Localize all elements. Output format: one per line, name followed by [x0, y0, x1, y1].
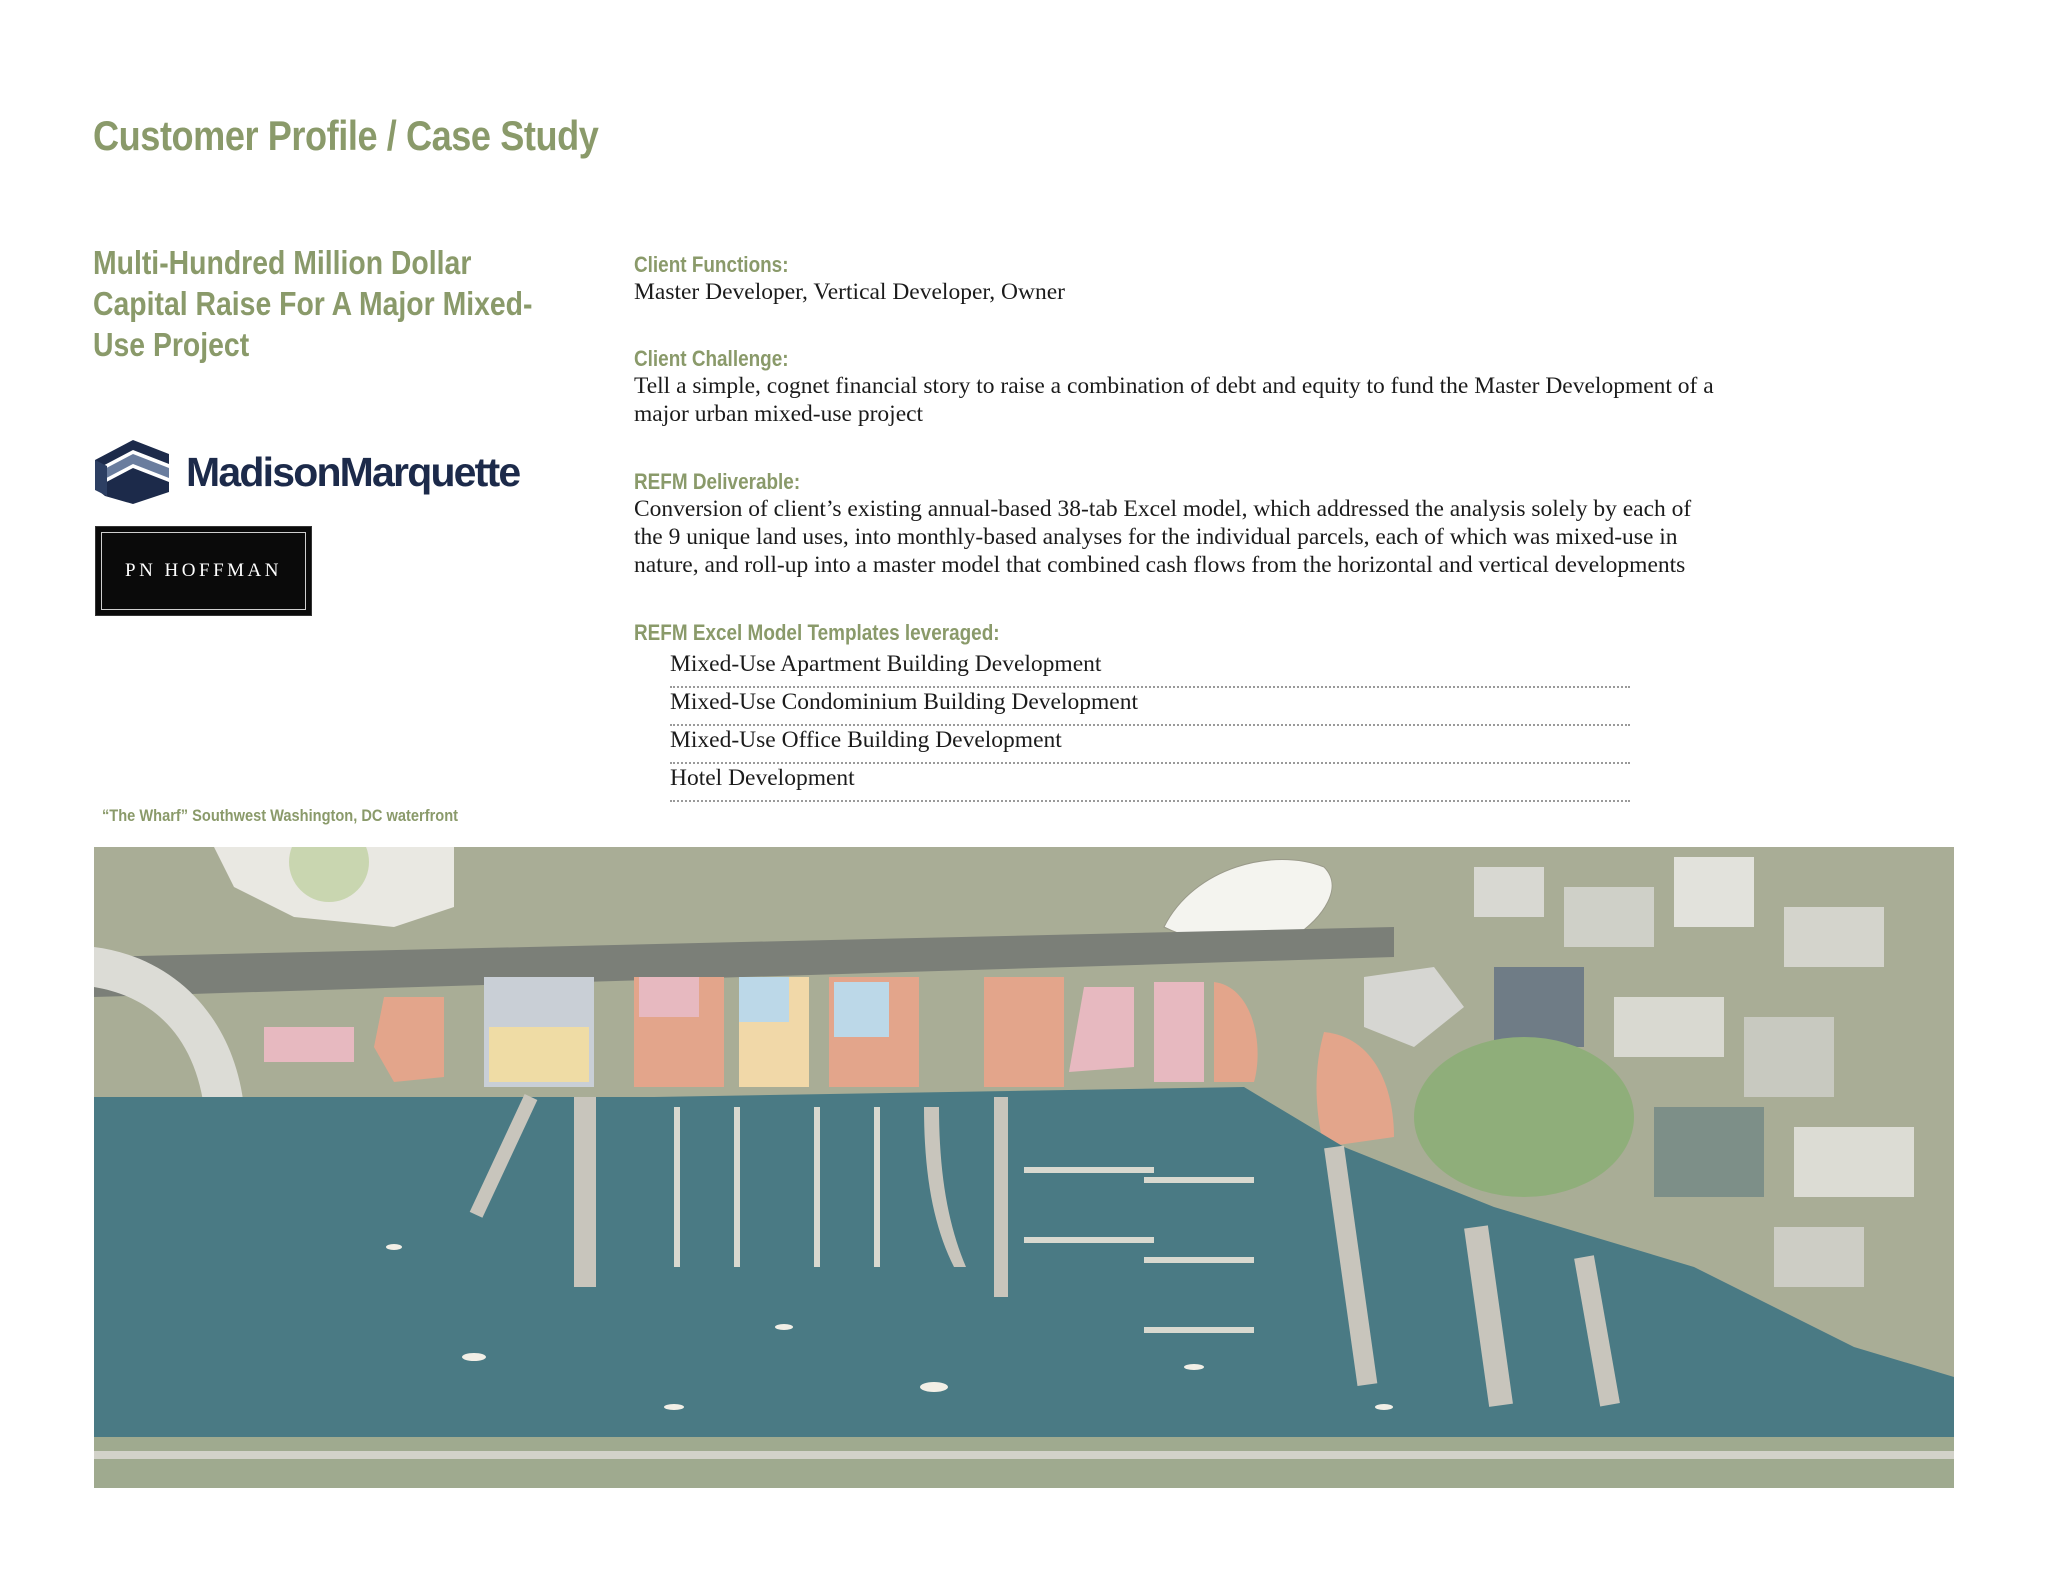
page-title: Customer Profile / Case Study [93, 112, 599, 159]
templates-list [670, 650, 1630, 802]
project-subtitle: Multi-Hundred Million Dollar Capital Raise For A Major Mixed-Use Project [93, 244, 533, 363]
madison-marquette-mark-icon [95, 440, 169, 504]
image-caption: “The Wharf” Southwest Washington, DC waterfront [102, 806, 459, 825]
pn-hoffman-logo [95, 526, 312, 616]
templates-label: REFM Excel Model Templates leveraged: [634, 620, 1000, 645]
client-challenge-label: Client Challenge: [634, 346, 789, 371]
wharf-site-plan-image [94, 847, 1954, 1488]
list-item: Mixed-Use Office Building Development [670, 726, 1630, 764]
list-item: Hotel Development [670, 764, 1630, 802]
client-challenge-section [634, 346, 1714, 428]
client-functions-label: Client Functions: [634, 252, 789, 277]
templates-section [634, 620, 1714, 646]
deliverable-section [634, 469, 1714, 579]
madison-marquette-wordmark: MadisonMarquette [186, 449, 520, 495]
client-functions-section [634, 252, 1714, 306]
pn-hoffman-wordmark: PN HOFFMAN [101, 532, 306, 610]
deliverable-label: REFM Deliverable: [634, 469, 801, 494]
deliverable-text: Conversion of client’s existing annual-based 38-tab Excel model, which addressed the analysis solely by each of the 9 unique land uses, into monthly-based analyses for the individual parcels, each of which was mixed-use in nature, and roll-up into a master model that combined cash flows from the horizontal and vertical developments [634, 496, 1692, 578]
client-functions-text: Master Developer, Vertical Developer, Owner [634, 279, 1065, 305]
madison-marquette-logo [93, 430, 523, 510]
list-item: Mixed-Use Condominium Building Development [670, 688, 1630, 726]
list-item: Mixed-Use Apartment Building Development [670, 650, 1630, 688]
client-challenge-text: Tell a simple, cognet financial story to raise a combination of debt and equity to fund the Master Development of a major urban mixed-use project [634, 373, 1714, 427]
